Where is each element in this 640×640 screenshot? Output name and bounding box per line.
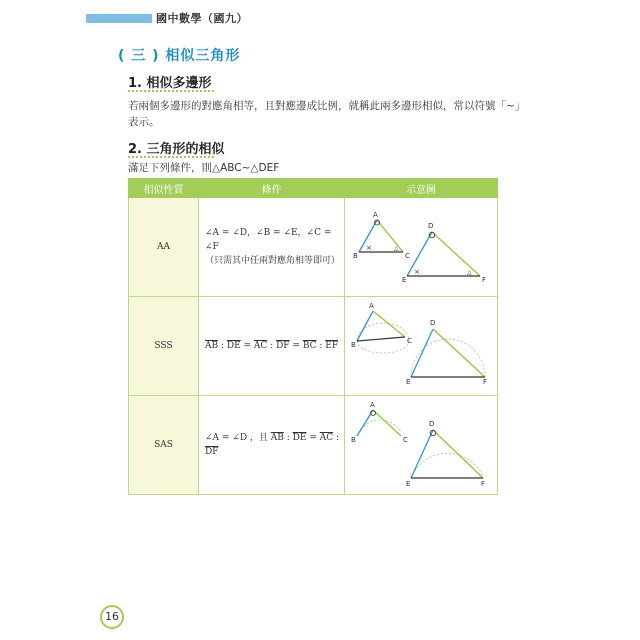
condition-aa-line2: （只需其中任兩對應角相等即可）: [204, 256, 340, 266]
table-row-aa: [129, 198, 498, 297]
seg-bc: $\overline{BC}$: [302, 341, 317, 351]
seg-ac: $\overline{AC}$: [253, 341, 268, 351]
header-condition: 條件: [198, 179, 344, 198]
table-header-row: [129, 179, 498, 198]
sas-seg-ac: $\overline{AC}$: [319, 433, 334, 443]
sas-label-a: A: [369, 401, 375, 409]
para-2-intro: 滿足下列條件，則△ABC~△DEF: [128, 162, 280, 174]
sss-label-e: E: [405, 378, 411, 386]
property-sss: SSS: [129, 297, 199, 396]
seg-ef: $\overline{EF}$: [325, 341, 339, 351]
seg-ab: $\overline{AB}$: [204, 341, 219, 351]
sss-label-d: D: [429, 319, 436, 327]
property-aa: AA: [129, 198, 199, 297]
diagram-aa: [344, 198, 497, 297]
para-1-line1: 若兩個多邊形的對應角相等，且對應邊成比例，就稱此兩多邊形相似，常以符號「~」: [128, 100, 526, 112]
similarity-table: [128, 178, 498, 495]
condition-aa: [198, 198, 344, 297]
seg-de: $\overline{DE}$: [226, 341, 241, 351]
label-f: F: [481, 276, 487, 284]
condition-aa-line1: ∠A = ∠D，∠B = ∠E，∠C = ∠F: [204, 228, 332, 252]
aa-triangles: [345, 198, 497, 296]
property-sas: SAS: [129, 396, 199, 495]
sas-triangles: [345, 396, 497, 494]
label-b: B: [352, 252, 358, 260]
table-row-sss: [129, 297, 498, 396]
svg-text:△: △: [393, 245, 399, 252]
header-property: 相似性質: [129, 179, 199, 198]
label-e: E: [401, 276, 407, 284]
sss-label-a: A: [368, 302, 374, 310]
header-title: 國中數學（國九）: [156, 12, 248, 25]
sss-label-b: B: [350, 341, 356, 349]
page-number: 16: [100, 605, 124, 629]
svg-text:×: ×: [413, 268, 420, 276]
diagram-sas: [344, 396, 497, 495]
sas-seg-de: $\overline{DE}$: [292, 433, 307, 443]
seg-df: $\overline{DF}$: [276, 341, 290, 351]
underline-1: [128, 90, 214, 92]
svg-text:×: ×: [365, 244, 372, 252]
sss-label-c: C: [406, 337, 412, 345]
condition-sas-angle: ∠A = ∠D ，且: [204, 433, 271, 443]
sas-label-f: F: [480, 480, 486, 488]
subsection-title-2: 2. 三角形的相似: [128, 142, 225, 157]
sas-seg-df: $\overline{DF}$: [204, 447, 219, 457]
underline-2: [128, 156, 214, 158]
para-1-line2: 表示。: [128, 116, 160, 128]
table-row-sas: [129, 396, 498, 495]
sas-seg-ab: $\overline{AB}$: [270, 433, 284, 443]
sas-label-d: D: [428, 420, 435, 428]
header-diagram: 示意圖: [344, 179, 497, 198]
header-bar: [86, 14, 152, 23]
label-a: A: [372, 211, 378, 219]
sas-label-c: C: [402, 436, 408, 444]
sas-label-e: E: [405, 480, 411, 488]
diagram-sss: [344, 297, 497, 396]
label-c: C: [404, 252, 410, 260]
sss-triangles: [345, 297, 497, 395]
condition-sas: ∠A = ∠D ，且 $\overline{AB}$ : $\overline{DE} = \overline{AC}$ : $\overline{DF}$: [198, 396, 344, 495]
label-d: D: [427, 222, 434, 230]
sss-label-f: F: [482, 378, 488, 386]
sas-label-b: B: [350, 436, 356, 444]
section-title: ( 三 ) 相似三角形: [118, 48, 241, 64]
svg-text:△: △: [466, 269, 472, 276]
subsection-title-1: 1. 相似多邊形: [128, 76, 212, 91]
condition-sss: $\overline{AB}$ : $\overline{DE} = \overline{AC}$ : $\overline{DF} = \overline{BC}$ : $\overline{EF}$: [198, 297, 344, 396]
